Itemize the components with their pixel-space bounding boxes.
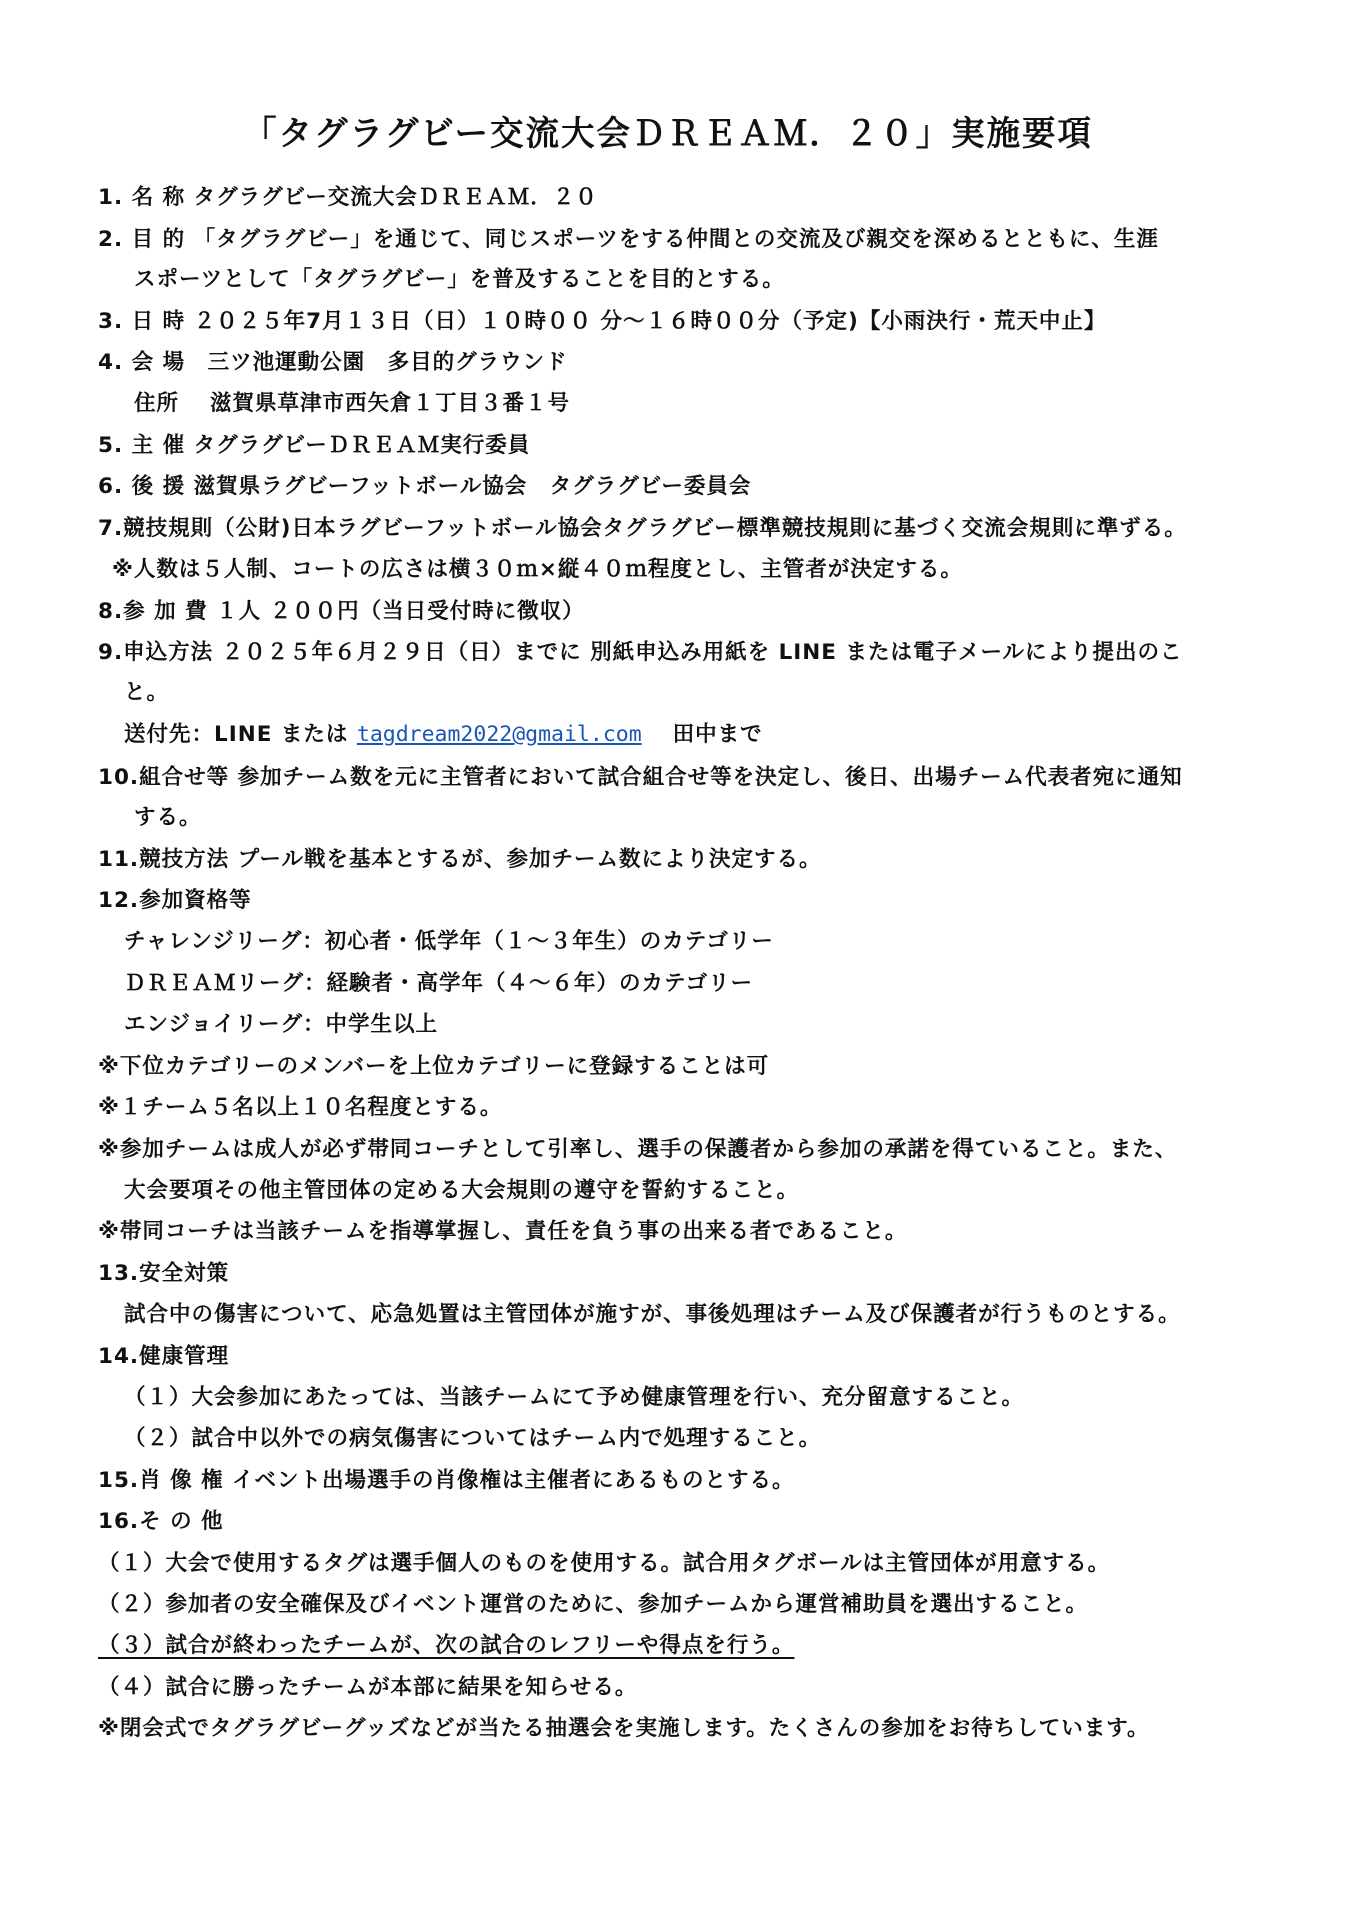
item-matching: 10.組合せ等 参加チーム数を元に主管者において試合組合せ等を決定し、後日、出場チーム代表者宛に通知 <box>98 765 1183 790</box>
item-eligibility: 12.参加資格等 <box>98 888 252 913</box>
note-coach-cont: 大会要項その他主管団体の定める大会規則の遵守を誓約すること。 <box>124 1178 800 1203</box>
item-other-3: （３）試合が終わったチームが、次の試合のレフリーや得点を行う。 <box>98 1633 795 1658</box>
item-other-2: （２）参加者の安全確保及びイベント運営のために、参加チームから運営補助員を選出すること。 <box>98 1592 1089 1617</box>
item-rules-note: ※人数は５人制、コートの広さは横３０ｍ×縦４０ｍ程度とし、主管者が決定する。 <box>112 557 963 582</box>
item-other-1: （１）大会で使用するタグは選手個人のものを使用する。試合用タグボールは主管団体が用意する。 <box>98 1551 1111 1576</box>
item-support: 6. 後 援 滋賀県ラグビーフットボール協会 タグラグビー委員会 <box>98 474 752 499</box>
item-purpose: 2. 目 的 「タグラグビー」を通じて、同じスポーツをする仲間との交流及び親交を深めるとともに、生涯 <box>98 227 1159 252</box>
note-coach-responsibility: ※帯同コーチは当該チームを指導掌握し、責任を負う事の出来る者であること。 <box>98 1219 908 1244</box>
item-purpose-cont: スポーツとして「タグラグビー」を普及することを目的とする。 <box>134 267 785 292</box>
send-to-label: 送付先：LINE または <box>124 722 349 747</box>
item-organizer: 5. 主 催 タグラグビーＤＲＥＡＭ実行委員 <box>98 433 531 458</box>
item-datetime: 3. 日 時 ２０２５年7月１３日（日）１０時００ 分～１６時００分（予定)【小雨決行・荒天中止】 <box>98 309 1107 334</box>
item-health-1: （１）大会参加にあたっては、当該チームにて予め健康管理を行い、充分留意すること。 <box>124 1385 1025 1410</box>
item-venue: 4. 会 場 三ツ池運動公園 多目的グラウンド <box>98 350 568 375</box>
league-challenge: チャレンジリーグ：初心者・低学年（１～３年生）のカテゴリー <box>124 929 774 954</box>
note-team-size: ※１チーム５名以上１０名程度とする。 <box>98 1095 503 1120</box>
send-to-suffix: 田中まで <box>672 722 763 747</box>
league-enjoy: エンジョイリーグ：中学生以上 <box>124 1012 439 1037</box>
item-address: 住所 滋賀県草津市西矢倉１丁目３番１号 <box>134 391 570 416</box>
closing-note: ※閉会式でタグラグビーグッズなどが当たる抽選会を実施します。たくさんの参加をお待ちしています。 <box>98 1716 1150 1741</box>
item-matching-cont: する。 <box>134 805 202 830</box>
item-application-cont: と。 <box>124 680 170 705</box>
note-category: ※下位カテゴリーのメンバーを上位カテゴリーに登録することは可 <box>98 1054 770 1079</box>
item-send-to <box>124 720 763 750</box>
item-rules: 7.競技規則（公財)日本ラグビーフットボール協会タグラグビー標準競技規則に基づく交流会規則に準ずる。 <box>98 516 1187 541</box>
item-health: 14.健康管理 <box>98 1344 230 1369</box>
item-name: 1. 名 称 タグラグビー交流大会ＤＲＥＡＭ．２０ <box>98 185 598 210</box>
league-dream: ＤＲＥＡＭリーグ：経験者・高学年（４～６年）のカテゴリー <box>124 971 754 996</box>
item-fee: 8.参 加 費 １人 ２００円（当日受付時に徴収） <box>98 599 585 624</box>
item-other: 16.そ の 他 <box>98 1509 224 1534</box>
email-link[interactable]: tagdream2022@gmail.com <box>356 722 642 747</box>
item-safety-detail: 試合中の傷害について、応急処置は主管団体が施すが、事後処理はチーム及び保護者が行うものとする。 <box>124 1302 1181 1327</box>
item-safety: 13.安全対策 <box>98 1261 230 1286</box>
item-health-2: （２）試合中以外での病気傷害についてはチーム内で処理すること。 <box>124 1426 822 1451</box>
document-title: 「タグラグビー交流大会ＤＲＥＡＭ．２０」実施要項 <box>243 114 1094 154</box>
item-application: 9.申込方法 ２０２５年６月２９日（日）までに 別紙申込み用紙を LINE または電子メールにより提出のこ <box>98 640 1183 665</box>
item-format: 11.競技方法 プール戦を基本とするが、参加チーム数により決定する。 <box>98 847 822 872</box>
note-coach: ※参加チームは成人が必ず帯同コーチとして引率し、選手の保護者から参加の承諾を得ていること。また、 <box>98 1137 1178 1162</box>
item-portrait-rights: 15.肖 像 権 イベント出場選手の肖像権は主催者にあるものとする。 <box>98 1468 795 1493</box>
item-other-4: （４）試合に勝ったチームが本部に結果を知らせる。 <box>98 1675 638 1700</box>
